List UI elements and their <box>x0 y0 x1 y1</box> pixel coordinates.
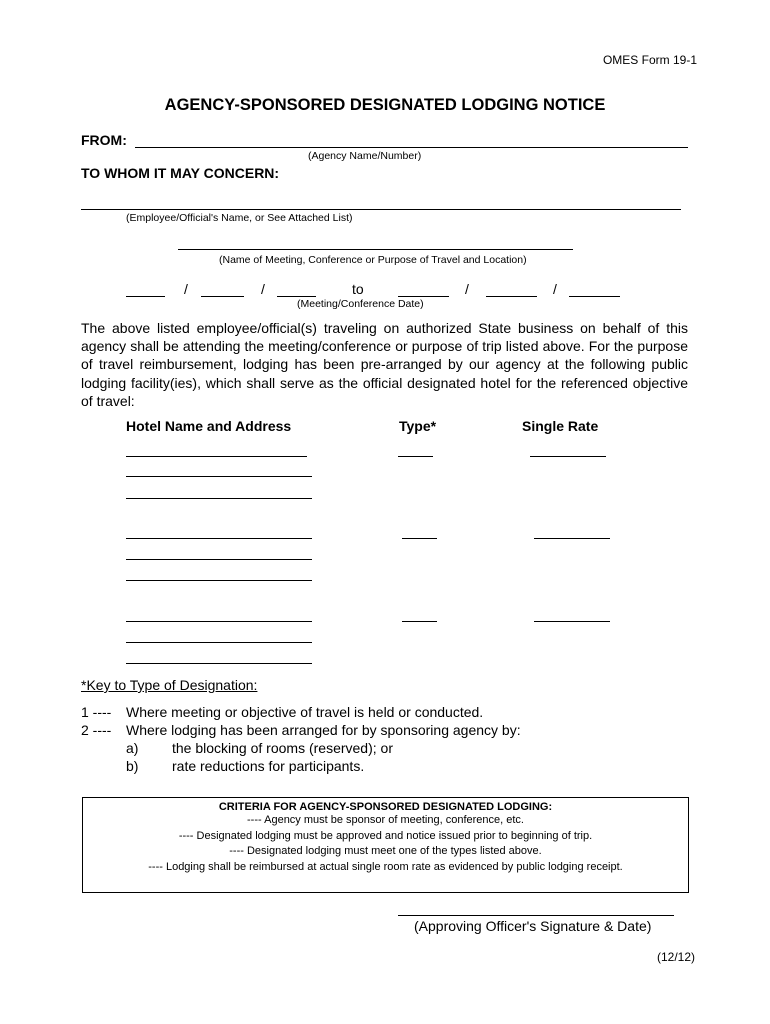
start-year-line[interactable] <box>277 296 316 297</box>
hotel-1-line-3[interactable] <box>126 498 312 499</box>
rate-column-header: Single Rate <box>522 418 599 434</box>
key-item-marker: 1 ---- <box>81 704 112 720</box>
criteria-title: CRITERIA FOR AGENCY-SPONSORED DESIGNATED LODGING: <box>218 801 553 813</box>
hotel-3-line-3[interactable] <box>126 663 312 664</box>
criteria-row: ---- Designated lodging must be approved and notice issued prior to beginning of trip. <box>178 829 593 842</box>
criteria-row: ---- Lodging shall be reimbursed at actual single room rate as evidenced by public lodging receipt. <box>148 860 623 873</box>
from-label: FROM: <box>81 132 127 148</box>
form-number: OMES Form 19-1 <box>602 53 697 67</box>
start-month-line[interactable] <box>126 296 165 297</box>
date-separator: / <box>465 281 469 297</box>
body-paragraph: The above listed employee/official(s) traveling on authorized State business on behalf of this agency shall be attending the meeting/conference or purpose of trip listed above. For the purpose of travel reimbursement, lodging has been pre-arranged by our agency at the following public lodging facility(ies), which shall serve as the official designated hotel for the referenced objective of travel: <box>81 320 688 409</box>
end-year-line[interactable] <box>569 296 620 297</box>
hotel-column-header: Hotel Name and Address <box>126 418 292 434</box>
hotel-3-line-1[interactable] <box>126 621 312 622</box>
to-whom-label: TO WHOM IT MAY CONCERN: <box>81 165 280 181</box>
revision-date: (12/12) <box>656 950 695 964</box>
meeting-date-caption: (Meeting/Conference Date) <box>297 298 424 310</box>
signature-caption: (Approving Officer's Signature & Date) <box>414 918 652 934</box>
date-separator: / <box>184 281 188 297</box>
key-subitem-text: rate reductions for participants. <box>172 758 365 774</box>
key-item-marker: 2 ---- <box>81 722 112 738</box>
date-separator: / <box>261 281 265 297</box>
hotel-3-rate-line[interactable] <box>534 621 610 622</box>
employee-name-caption: (Employee/Official's Name, or See Attached List) <box>126 212 353 224</box>
key-title: *Key to Type of Designation: <box>81 677 258 693</box>
signature-line[interactable] <box>398 915 674 916</box>
criteria-row: ---- Designated lodging must meet one of the types listed above. <box>229 845 542 857</box>
hotel-2-line-3[interactable] <box>126 580 312 581</box>
meeting-name-caption: (Name of Meeting, Conference or Purpose of Travel and Location) <box>219 254 527 266</box>
key-item-text: Where meeting or objective of travel is held or conducted. <box>126 704 484 720</box>
agency-name-caption: (Agency Name/Number) <box>308 150 422 162</box>
key-subitem-text: the blocking of rooms (reserved); or <box>172 740 393 756</box>
hotel-3-line-2[interactable] <box>126 642 312 643</box>
hotel-1-line-1[interactable] <box>126 456 307 457</box>
hotel-2-line-2[interactable] <box>126 559 312 560</box>
criteria-row: ---- Agency must be sponsor of meeting, conference, etc. <box>247 814 524 826</box>
hotel-2-line-1[interactable] <box>126 538 312 539</box>
meeting-name-line[interactable] <box>178 249 573 250</box>
hotel-2-type-line[interactable] <box>402 538 437 539</box>
form-title: AGENCY-SPONSORED DESIGNATED LODGING NOTICE <box>164 96 606 114</box>
criteria-box <box>82 797 689 893</box>
hotel-1-type-line[interactable] <box>398 456 433 457</box>
hotel-3-type-line[interactable] <box>402 621 437 622</box>
agency-name-line[interactable] <box>135 147 688 148</box>
hotel-1-line-2[interactable] <box>126 476 312 477</box>
key-item-text: Where lodging has been arranged for by sponsoring agency by: <box>126 722 521 738</box>
end-month-line[interactable] <box>398 296 449 297</box>
key-subitem-marker: b) <box>126 758 139 774</box>
hotel-2-rate-line[interactable] <box>534 538 610 539</box>
hotel-1-rate-line[interactable] <box>530 456 606 457</box>
type-column-header: Type* <box>399 418 437 434</box>
employee-name-line[interactable] <box>81 209 681 210</box>
date-separator: / <box>553 281 557 297</box>
start-day-line[interactable] <box>201 296 244 297</box>
end-day-line[interactable] <box>486 296 537 297</box>
date-to-label: to <box>352 281 364 297</box>
key-subitem-marker: a) <box>126 740 139 756</box>
